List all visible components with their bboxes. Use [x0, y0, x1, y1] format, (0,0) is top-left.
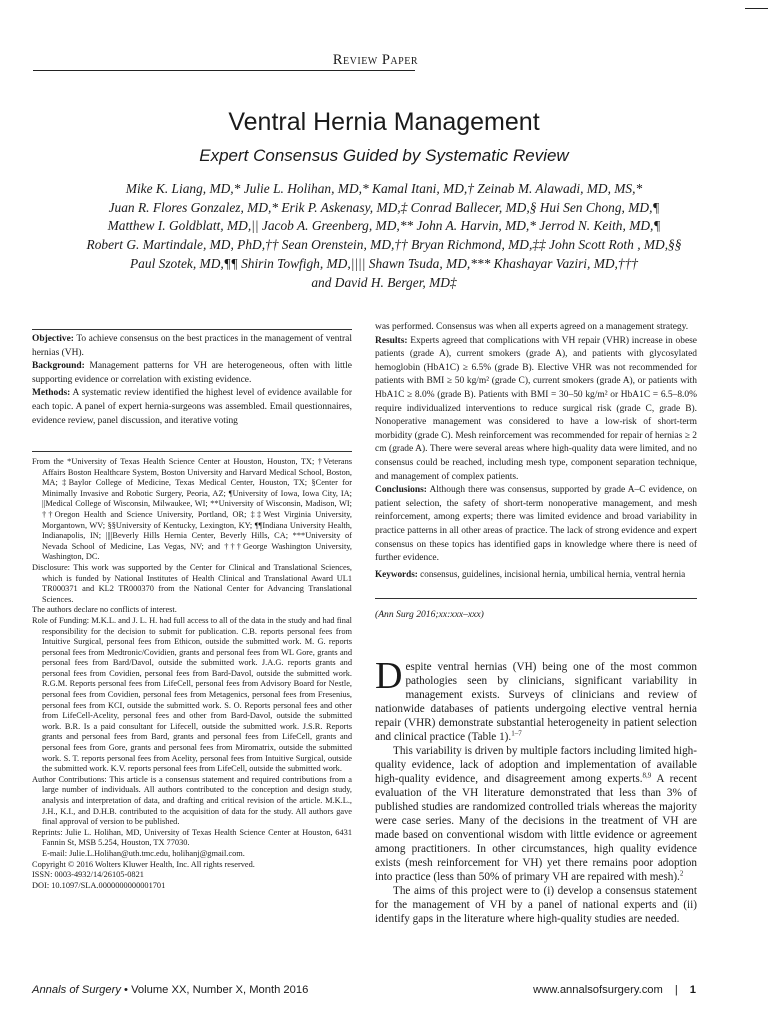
reference-superscript: 2: [679, 869, 684, 878]
body-paragraph-text: espite ventral hernias (VH) being one of the most common pathologies seen by clinicians, significant variability in management exists. Surveys of clinicians and review of nationwide databases of patients undergoing elective ventral hernia repair (VHR) demonstrate substantial heterogeneity in patient selection and clinical practice (Table 1).: [375, 661, 697, 743]
page-number: 1: [689, 984, 696, 996]
methods-continued: was performed. Consensus was when all experts agreed on a management strategy.: [375, 322, 689, 332]
methods-label: Methods:: [32, 388, 71, 399]
footer-journal: [32, 984, 308, 996]
funding-role: Role of Funding: M.K.L. and J. L. H. had full access to all of the data in the study and had final responsibility for the decision to submit for publication. C.B. reports personal fees from Intuitive Surgical, personal fees from Ethicon, outside the submitted work. M. G. reports personal fees from Medtronic/Covidien, grants and personal fees from WL Gore, grants and personal fees from Bard/Davol, outside the submitted work. J.A.G. reports grants and personal fees from Covidien, personal fees from Bard-Davol, outside the submitted work. R.G.M. Reports personal fees from LifeCell, personal fees from Advisory Board for Nestle, personal fees from Covidien, personal fees from Metagenics, personal fees from Fresenius, personal fees from KCI, outside the submitted work. S. O. Reports personal fees and other from LifeCell-Acelity, personal fees and other from Bard-Davol, outside the submitted work. B.R. Is a paid consultant for Lifecell, outside the submitted work. J.S.R. Reports grants and personal fees from Bard, grants and personal fees from LifeCell, grants and personal fees from Gore, grants and personal fees from Miromatrix, outside the submitted work. S. T. reports personal fees from Acelity, personal fees from Intuitive Surgical, outside the submitted work. K.V. reports personal fees from LifeCell, outside the submitted work.: [32, 615, 352, 774]
disclosure: Disclosure: This work was supported by the Center for Clinical and Translational Sciences, which is funded by National Institutes of Health Clinical and Translational Award UL1 TR000371 and KL2 TR000370 from the National Center for Advancing Translational Sciences.: [32, 562, 352, 604]
author-line: Paul Szotek, MD,¶¶ Shirin Towfigh, MD,|||| Shawn Tsuda, MD,*** Khashayar Vaziri, MD,†††: [130, 255, 638, 271]
footer-separator: |: [674, 984, 678, 996]
keywords: [375, 568, 697, 581]
doi: DOI: 10.1097/SLA.0000000000001701: [32, 880, 166, 890]
issn: ISSN: 0003-4932/14/26105-0821: [32, 870, 144, 880]
copyright: Copyright © 2016 Wolters Kluwer Health, Inc. All rights reserved.: [32, 859, 255, 869]
article-subtitle: Expert Consensus Guided by Systematic Review: [199, 146, 569, 165]
reprints: Reprints: Julie L. Holihan, MD, University of Texas Health Science Center at Houston, 6431 Fannin St, MSB 5.254, Houston, TX 77030.: [32, 827, 352, 848]
email: E-mail: Julie.L.Holihan@uth.tmc.edu, holihanj@gmail.com.: [42, 848, 245, 858]
drop-cap: D: [375, 655, 403, 697]
abstract-right: [375, 321, 697, 566]
author-line: Matthew I. Goldblatt, MD,|| Jacob A. Greenberg, MD,** John A. Harvin, MD,* Jerrod N. Keith, MD,¶: [107, 218, 661, 234]
section-label: Review Paper: [332, 52, 418, 68]
abstract-conclusions: [375, 484, 697, 566]
conflicts: The authors declare no conflicts of interest.: [32, 605, 177, 615]
reference-superscript: 1–7: [511, 729, 522, 738]
keywords-text: consensus, guidelines, incisional hernia, umbilical hernia, ventral hernia: [420, 569, 686, 579]
journal-name: Annals of Surgery: [32, 984, 121, 996]
author-list: [30, 180, 738, 292]
results-label: Results:: [375, 335, 408, 346]
body-paragraph-text: A recent evaluation of the VH literature demonstrated that less than 3% of published studies are randomized controlled trials whereas the majority were case series. Many of the decisions in the treatment of VH are made based on conventional wisdom with little evidence or agreement among practitioners. In other circumstances, high quality evidence exists (mesh reinforcement for VH) yet there remains poor adoption into practice (less than 50% of primary VH are repaired with mesh).: [375, 773, 697, 883]
objective-label: Objective:: [32, 334, 74, 344]
conclusions-text: Although there was consensus, supported by grade A–C evidence, on patient selection, the safety of short-term nonoperative management, and mesh reinforcement, among experts; there was limited evidence and broad variability in practice patterns in all other areas of practice. The lack of strong evidence and expert consensus on these topics has identified gaps in knowledge where there is need of further evidence.: [375, 485, 697, 564]
footnotes: [32, 457, 352, 891]
corner-rule: [745, 8, 768, 9]
reference-superscript: 8,9: [642, 771, 652, 780]
abstract-objective: [32, 333, 352, 360]
footer-page: [533, 984, 696, 996]
keywords-label: Keywords:: [375, 569, 418, 579]
article-title: Ventral Hernia Management: [228, 108, 540, 136]
background-label: Background:: [32, 361, 85, 372]
methods-text: A systematic review identified the highest level of evidence available for each topic. A panel of expert hernia-surgeons was assembled. Email questionnaires, evidence review, panel discussion, and iterative voting: [32, 388, 352, 426]
abstract-methods: [32, 387, 352, 428]
background-text: Management patterns for VH are heterogeneous, often with little supporting evidence or correlation with existing evidence.: [32, 361, 352, 385]
author-line: Mike K. Liang, MD,* Julie L. Holihan, MD,* Kamal Itani, MD,† Zeinab M. Alawadi, MD, MS,*: [125, 181, 643, 196]
header-rule: [33, 70, 415, 71]
author-line: and David H. Berger, MD‡: [311, 274, 457, 290]
abstract-rule: [32, 329, 352, 330]
abstract-background: [32, 360, 352, 387]
keywords-rule: [375, 598, 697, 599]
author-contributions: Author Contributions: This article is a consensus statement and required contributions from a large number of individuals. All authors contributed to the conception and design study, analysis and interpretation of data, and drafting and critical revision of the article. M.K.L., J.H., K.I., and D.H.B. contributed to the acquisition of data for the study. All authors gave final approval of version to be published.: [32, 774, 352, 827]
conclusions-label: Conclusions:: [375, 485, 427, 496]
author-line: Juan R. Flores Gonzalez, MD,* Erik P. Askenasy, MD,‡ Conrad Ballecer, MD,§ Hui Sen Chong, MD,¶: [108, 199, 660, 215]
citation: (Ann Surg 2016;xx:xxx–xxx): [375, 609, 484, 620]
results-text: Experts agreed that complications with VH repair (VHR) increase in obese patients (grade A), current smokers (grade A), and patients with glycosylated hemoglobin (HbA1C) ≥ 6.5% (grade B). Elective VHR was not recommended for patients with BMI ≥ 50 kg/m² (grade C), current smokers (grade A), or patients with HbA1C ≥ 8.0% (grade B). Patients with BMI = 30–50 kg/m² or HbA1C = 6.5–8.0% require individualized interventions to reduce surgical risk (grade C, grade B). Nonoperative management was considered to have a low-risk of short-term morbidity (grade C). Mesh reinforcement was recommended for repair of hernias ≥ 2 cm (grade A). There were several areas where high-quality data were limited, and no consensus could be reached, including mesh type, component separation technique, and management of complex patients.: [375, 335, 698, 482]
body-paragraph: The aims of this project were to (i) develop a consensus statement for the management of VH by a panel of national experts and (ii) identify gaps in the literature where high-quality studies are needed.: [375, 885, 697, 925]
journal-volume: • Volume XX, Number X, Month 2016: [124, 984, 309, 996]
abstract-left: [32, 333, 352, 428]
body-paragraph-text: This variability is driven by multiple factors including limited high-quality evidence, lack of adoption and implementation of available high-quality evidence, and disagreement among experts.: [375, 745, 697, 785]
footnote-rule: [32, 451, 352, 452]
abstract-results: [375, 335, 697, 485]
author-line: Robert G. Martindale, MD, PhD,†† Sean Orenstein, MD,†† Bryan Richmond, MD,‡‡ John Scott Roth , MD,§§: [86, 237, 682, 253]
affiliations: From the *University of Texas Health Science Center at Houston, Houston, TX; †Veterans Affairs Boston Healthcare System, Boston University and Harvard Medical School, Boston, MA; ‡Baylor College of Medicine, Texas Medical Center, Houston, TX; §Center for Minimally Invasive and Robotic Surgery, Peoria, AZ; ¶University of Iowa, Iowa City, IA; ||Medical College of Wisconsin, Milwaukee, WI; **University of Wisconsin, Madison, WI; ††Oregon Health and Science University, Portland, OR; ‡‡West Virginia University, Morgantown, WV; §§University of Kentucky, Lexington, KY; ¶¶Indiana University Health, Indianapolis, IN; ||||Beverly Hills Hernia Center, Beverly Hills, CA; ***University of Nevada School of Medicine, Las Vegas, NV; and †††George Washington University, Washington, DC.: [32, 457, 352, 562]
journal-url[interactable]: www.annalsofsurgery.com: [533, 984, 663, 996]
body-paragraph: [375, 655, 697, 744]
body-paragraph: [375, 744, 697, 884]
objective-text: To achieve consensus on the best practices in the management of ventral hernias (VH).: [32, 334, 352, 358]
body-text: [375, 655, 697, 926]
